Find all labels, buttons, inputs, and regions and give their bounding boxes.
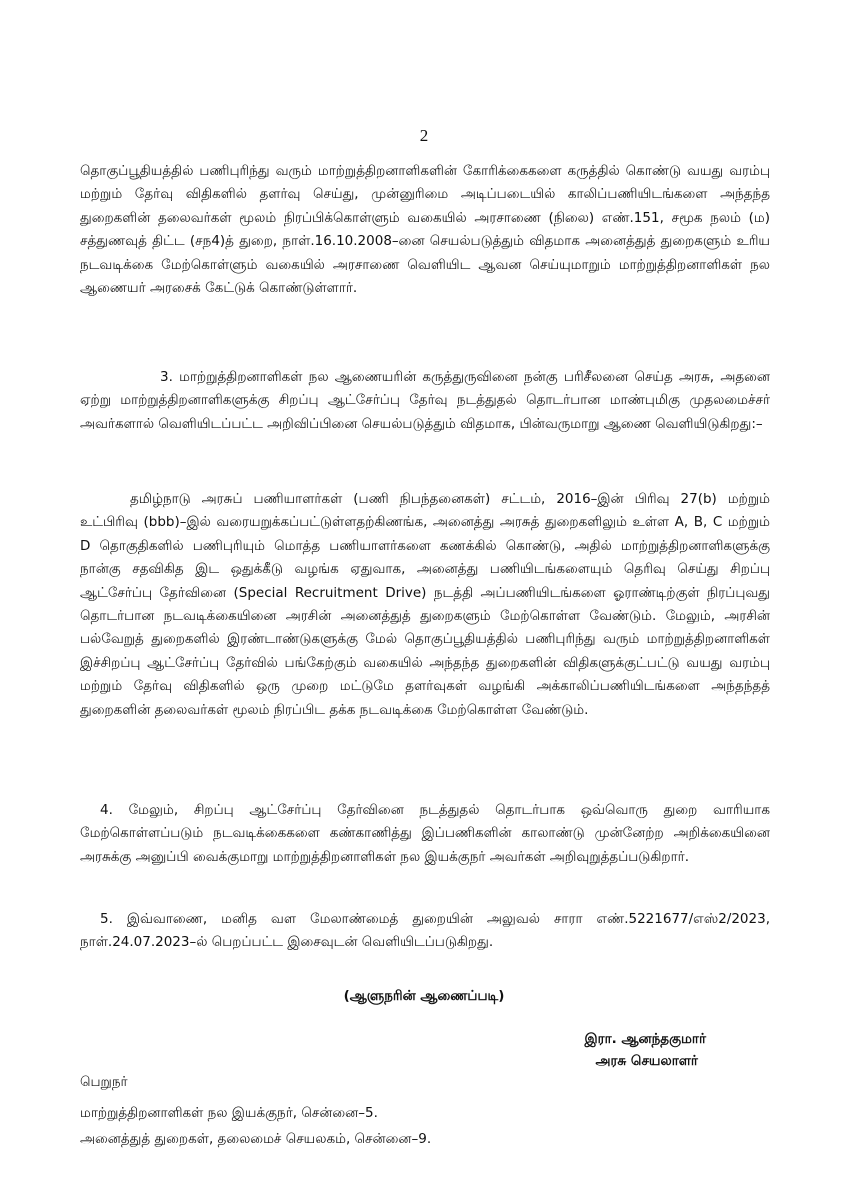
paragraph-order: தமிழ்நாடு அரசுப் பணியாளர்கள் (பணி நிபந்தனைகள்) சட்டம், 2016–இன் பிரிவு 27(b) மற்றும் உட்பிரிவு (bbb)–இல் வரையறுக்கப்பட்டுள்ளதற்கிணங்க, அனைத்து அரசுத் துறைகளிலும் உள்ள A, B, C மற்றும் D தொகுதிகளில் பணிபுரியும் மொத்த பணியாளர்களை கணக்கில் கொண்டு, அதில் மாற்றுத்திறனாளிகளுக்கு நான்கு சதவிகித இட ஒதுக்கீடு வழங்க ஏதுவாக, அனைத்து பணியிடங்களையும் தெரிவு செய்து சிறப்பு ஆட்சேர்ப்பு தேர்வினை (Special Recruitment Drive) நடத்தி அப்பணியிடங்களை ஓராண்டிற்குள் நிரப்புவது தொடர்பான நடவடிக்கையினை அரசின் அனைத்துத் துறைகளும் மேற்கொள்ள வேண்டும். மேலும், அரசின் பல்வேறுத் துறைகளில் இரண்டாண்டுகளுக்கு மேல் தொகுப்பூதியத்தில் பணிபுரிந்து வரும் மாற்றுத்திறனாளிகள் இச்சிறப்பு ஆட்சேர்ப்பு தேர்வில் பங்கேற்கும் வகையில் அந்தந்த துறைகளின் விதிகளுக்குட்பட்டு வயது வரம்பு மற்றும் தேர்வு விதிகளில் ஒரு முறை மட்டுமே தளர்வுகள் வழங்கி அக்காலிப்பணியிடங்களை அந்தந்தத் துறைகளின் தலைவர்கள் மூலம் நிரப்பிட தக்க நடவடிக்கை மேற்கொள்ள வேண்டும். <box>80 491 770 718</box>
recipient-label: பெறுநர் <box>80 1074 128 1090</box>
paragraph-3: 3. மாற்றுத்திறனாளிகள் நல ஆணையரின் கருத்துருவினை நன்கு பரிசீலனை செய்த அரசு, அதனை ஏற்று மாற்றுத்திறனாளிகளுக்கு சிறப்பு ஆட்சேர்ப்பு தேர்வு நடத்துதல் தொடர்பான மாண்புமிகு முதலமைச்சர் அவர்களால் வெளியிடப்பட்ட அறிவிப்பினை செயல்படுத்தும் விதமாக, பின்வருமாறு ஆணை வெளியிடுகிறது:– <box>80 369 770 432</box>
recipient-item: மாற்றுத்திறனாளிகள் நல இயக்குநர், சென்னை–5. <box>80 1105 378 1121</box>
signatory-name: இரா. ஆனந்தகுமார் <box>584 1031 706 1047</box>
paragraph-continuation: தொகுப்பூதியத்தில் பணிபுரிந்து வரும் மாற்றுத்திறனாளிகளின் கோரிக்கைகளை கருத்தில் கொண்டு வயது வரம்பு மற்றும் தேர்வு விதிகளில் தளர்வு செய்து, முன்னுரிமை அடிப்படையில் காலிப்பணியிடங்களை அந்தந்த துறைகளின் தலைவர்கள் மூலம் நிரப்பிக்கொள்ளும் வகையில் அரசாணை (நிலை) எண்.151, சமூக நலம் (ம) சத்துணவுத் திட்ட (சந4)த் துறை, நாள்.16.10.2008–னை செயல்படுத்தும் விதமாக அனைத்துத் துறைகளும் உரிய நடவடிக்கை மேற்கொள்ளும் வகையில் அரசாணை வெளியிட ஆவன செய்யுமாறும் மாற்றுத்திறனாளிகள் நல ஆணையர் அரசைக் கேட்டுக் கொண்டுள்ளார். <box>80 163 770 297</box>
signatory-title: அரசு செயலாளர் <box>595 1053 698 1069</box>
paragraph-5: 5. இவ்வாணை, மனித வள மேலாண்மைத் துறையின் அலுவல் சாரா எண்.5221677/எஸ்2/2023, நாள்.24.07.2023–ல் பெறப்பட்ட இசைவுடன் வெளியிடப்படுகிறது. <box>80 911 770 951</box>
recipient-item: அனைத்துத் துறைகள், தலைமைச் செயலகம், சென்னை–9. <box>80 1131 432 1147</box>
recipient-list <box>80 1100 431 1152</box>
by-order-line: (ஆளுநரின் ஆணைப்படி) <box>343 988 505 1004</box>
paragraph-4: 4. மேலும், சிறப்பு ஆட்சேர்ப்பு தேர்வினை நடத்துதல் தொடர்பாக ஒவ்வொரு துறை வாரியாக மேற்கொள்ளப்படும் நடவடிக்கைகளை கண்காணித்து இப்பணிகளின் காலாண்டு முன்னேற்ற அறிக்கையினை அரசுக்கு அனுப்பி வைக்குமாறு மாற்றுத்திறனாளிகள் நல இயக்குநர் அவர்கள் அறிவுறுத்தப்படுகிறார். <box>80 802 770 865</box>
page-number: 2 <box>419 126 429 145</box>
